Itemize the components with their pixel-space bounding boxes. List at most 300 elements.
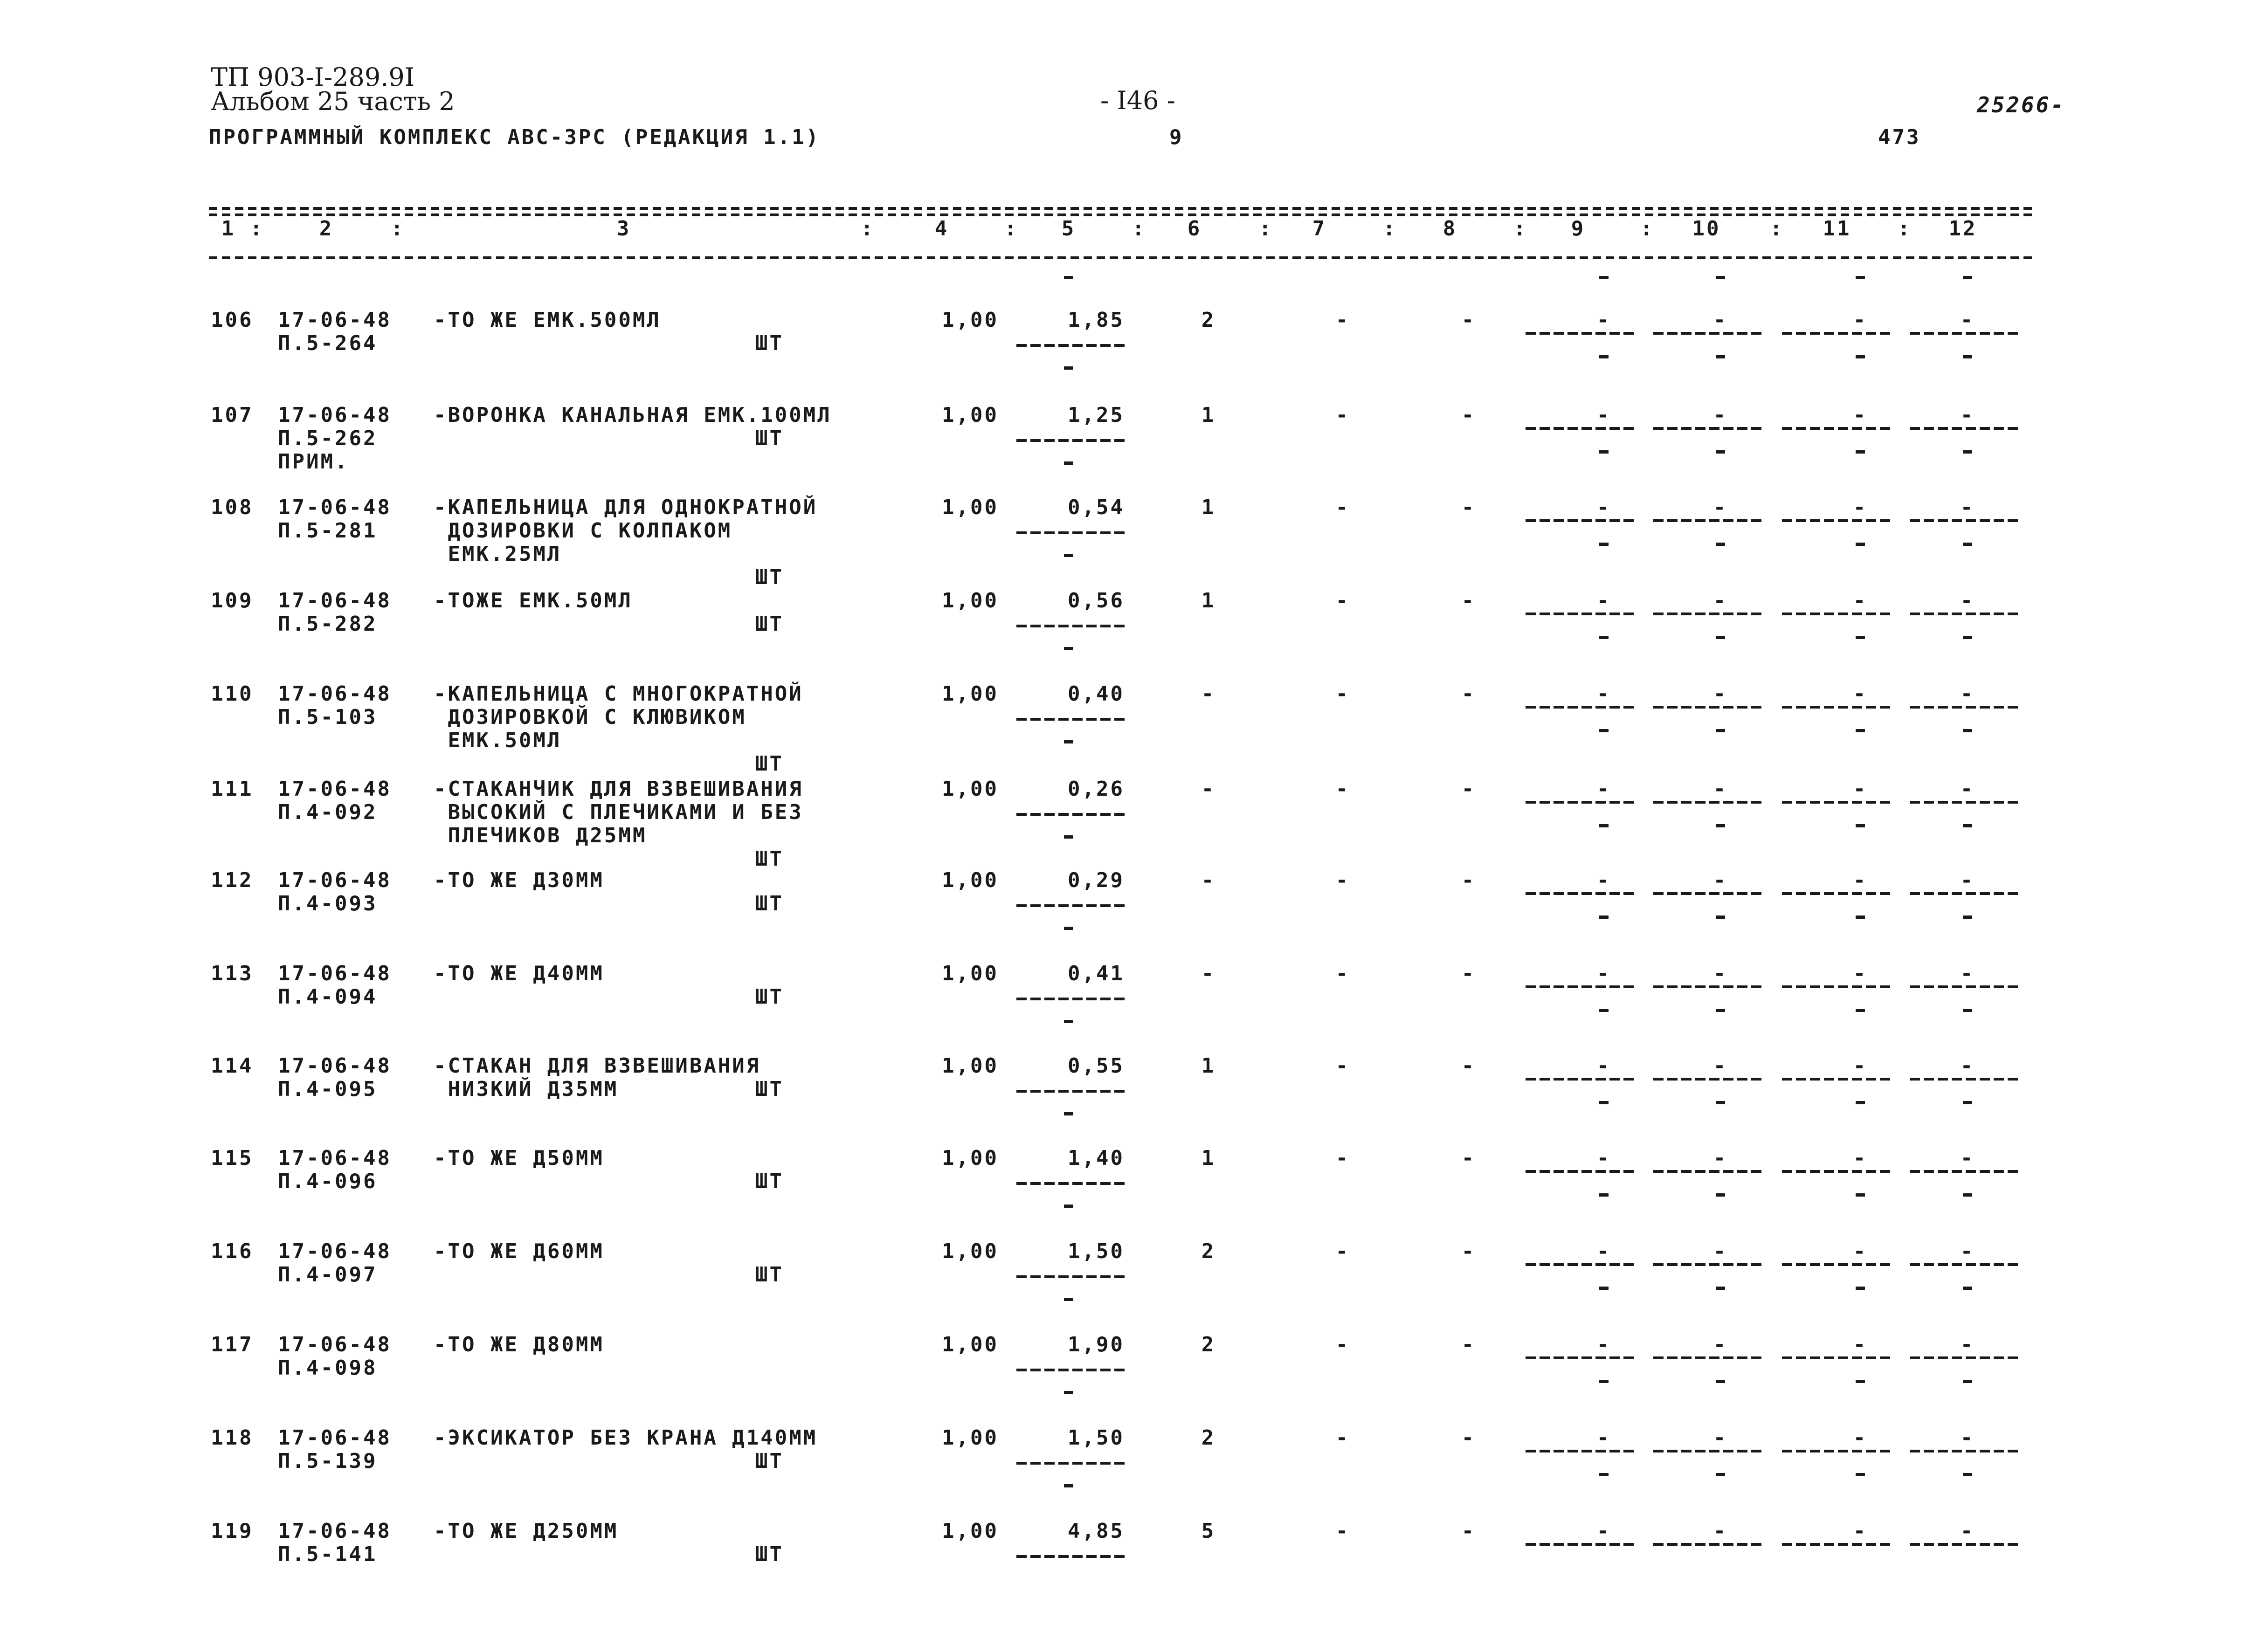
placeholder-mark <box>1856 1380 1865 1383</box>
placeholder-mark <box>1716 1380 1725 1383</box>
norm-value: 0,56 <box>1068 589 1125 613</box>
placeholder-value: - <box>1960 682 1975 706</box>
placeholder-value: - <box>1596 1239 1611 1263</box>
dash-rule <box>1653 1356 1764 1359</box>
norm-code: 17-06-48 <box>278 1239 392 1263</box>
dash-rule <box>1782 1356 1893 1359</box>
norm-ref: П.5-264 <box>278 331 378 355</box>
norm-value: 0,41 <box>1068 962 1125 985</box>
placeholder-value: - <box>1713 1239 1728 1263</box>
quantity: 1,00 <box>942 1054 999 1078</box>
placeholder-mark <box>1963 1287 1972 1290</box>
placeholder-value: - <box>1713 1146 1728 1170</box>
row-number: 113 <box>211 962 254 985</box>
placeholder-value: - <box>1960 1146 1975 1170</box>
norm-value: 1,50 <box>1068 1239 1125 1263</box>
column-7-value: - <box>1335 1054 1350 1078</box>
dash-underline <box>1016 1275 1127 1278</box>
dash-rule <box>1910 1078 2021 1081</box>
row-number: 117 <box>211 1333 254 1356</box>
dash-rule <box>1910 1356 2021 1359</box>
dash-underline <box>1016 1462 1127 1465</box>
column-7-value: - <box>1335 496 1350 519</box>
item-name-line: -ТО ЖЕ Д50ММ <box>434 1146 604 1170</box>
quantity: 1,00 <box>942 403 999 427</box>
placeholder-mark <box>1963 729 1972 732</box>
placeholder-mark <box>1599 1101 1609 1104</box>
placeholder-value: - <box>1713 868 1728 892</box>
norm-ref: П.5-103 <box>278 705 378 729</box>
column-8-value: - <box>1461 1333 1476 1356</box>
norm-ref: П.5-262 <box>278 427 378 450</box>
column-6-value: 1 <box>1201 589 1216 613</box>
dash-rule <box>1653 706 1764 709</box>
dash-rule <box>1653 1450 1764 1452</box>
column-7-value: - <box>1335 682 1350 706</box>
placeholder-mark <box>1963 1009 1972 1012</box>
placeholder-mark <box>1064 835 1073 839</box>
placeholder-mark <box>1599 1287 1609 1290</box>
norm-note: ПРИМ. <box>278 450 349 474</box>
norm-code: 17-06-48 <box>278 496 392 519</box>
column-6-value: 2 <box>1201 1426 1216 1450</box>
row-number: 108 <box>211 496 254 519</box>
placeholder-value: - <box>1853 589 1868 613</box>
quantity: 1,00 <box>942 589 999 613</box>
dash-rule <box>1526 427 1637 430</box>
dash-underline <box>1016 1090 1127 1093</box>
placeholder-value: - <box>1596 1333 1611 1356</box>
placeholder-value: - <box>1960 777 1975 801</box>
column-8-value: - <box>1461 868 1476 892</box>
unit-label: ШТ <box>755 1170 784 1193</box>
dash-underline <box>1016 904 1127 907</box>
column-separator: : <box>250 217 264 241</box>
placeholder-value: - <box>1853 682 1868 706</box>
dash-rule <box>1526 1170 1637 1173</box>
dash-rule <box>1910 427 2021 430</box>
placeholder-value: - <box>1713 1333 1728 1356</box>
item-name-line: -КАПЕЛЬНИЦА ДЛЯ ОДНОКРАТНОЙ <box>434 496 818 519</box>
placeholder-mark <box>1716 355 1725 358</box>
unit-label: ШТ <box>755 565 784 589</box>
unit-label: ШТ <box>755 1542 784 1566</box>
norm-code: 17-06-48 <box>278 1146 392 1170</box>
quantity: 1,00 <box>942 1239 999 1263</box>
dash-rule <box>1782 519 1893 522</box>
dash-underline <box>1016 813 1127 816</box>
unit-label: ШТ <box>755 892 784 915</box>
item-name-line: -КАПЕЛЬНИЦА С МНОГОКРАТНОЙ <box>434 682 803 706</box>
column-7-value: - <box>1335 1426 1350 1450</box>
placeholder-mark <box>1716 1009 1725 1012</box>
dash-underline <box>1016 998 1127 1000</box>
placeholder-value: - <box>1596 1519 1611 1543</box>
placeholder-mark <box>1856 915 1865 919</box>
column-7-value: - <box>1335 308 1350 332</box>
dash-rule <box>1526 519 1637 522</box>
placeholder-value: - <box>1960 496 1975 519</box>
placeholder-value: - <box>1960 1426 1975 1450</box>
item-name-line: НИЗКИЙ Д35ММ <box>434 1077 619 1101</box>
placeholder-value: - <box>1713 1426 1728 1450</box>
placeholder-value: - <box>1596 403 1611 427</box>
column-7-value: - <box>1335 1519 1350 1543</box>
norm-ref: П.4-095 <box>278 1077 378 1101</box>
dash-rule <box>1653 985 1764 988</box>
norm-value: 0,40 <box>1068 682 1125 706</box>
placeholder-mark <box>1599 355 1609 358</box>
placeholder-value: - <box>1853 868 1868 892</box>
column-6-value: 1 <box>1201 403 1216 427</box>
dash-underline <box>1016 1182 1127 1185</box>
dash-underline <box>1016 531 1127 534</box>
placeholder-value: - <box>1713 1054 1728 1078</box>
norm-code: 17-06-48 <box>278 777 392 801</box>
placeholder-mark <box>1963 276 1972 279</box>
norm-value: 1,50 <box>1068 1426 1125 1450</box>
placeholder-mark <box>1963 1193 1972 1197</box>
placeholder-value: - <box>1713 682 1728 706</box>
placeholder-mark <box>1064 276 1073 279</box>
column-number: 1 <box>221 217 236 241</box>
placeholder-mark <box>1599 1193 1609 1197</box>
item-name-line: -ТОЖЕ ЕМК.50МЛ <box>434 589 633 613</box>
dash-rule <box>1910 1263 2021 1266</box>
norm-code: 17-06-48 <box>278 682 392 706</box>
quantity: 1,00 <box>942 1333 999 1356</box>
norm-value: 1,90 <box>1068 1333 1125 1356</box>
placeholder-mark <box>1599 824 1609 827</box>
dash-rule <box>1782 801 1893 804</box>
norm-code: 17-06-48 <box>278 1426 392 1450</box>
page-number: - I46 - <box>1100 86 1175 115</box>
placeholder-mark <box>1856 1287 1865 1290</box>
placeholder-value: - <box>1713 962 1728 985</box>
placeholder-mark <box>1064 1484 1073 1487</box>
norm-value: 1,85 <box>1068 308 1125 332</box>
quantity: 1,00 <box>942 1426 999 1450</box>
placeholder-mark <box>1856 450 1865 454</box>
sheet-number: 9 <box>1169 125 1184 149</box>
column-number: 2 <box>319 217 334 241</box>
dash-rule <box>1910 985 2021 988</box>
column-6-value: 2 <box>1201 1333 1216 1356</box>
row-number: 116 <box>211 1239 254 1263</box>
placeholder-mark <box>1716 276 1725 279</box>
placeholder-value: - <box>1960 1333 1975 1356</box>
item-name-line: ДОЗИРОВКИ С КОЛПАКОМ <box>434 519 732 543</box>
placeholder-value: - <box>1960 403 1975 427</box>
column-number: 11 <box>1823 217 1851 241</box>
column-8-value: - <box>1461 403 1476 427</box>
dash-rule <box>1653 427 1764 430</box>
placeholder-mark <box>1856 1101 1865 1104</box>
dash-rule <box>1910 892 2021 895</box>
column-number: 9 <box>1571 217 1586 241</box>
item-name-line: -ТО ЖЕ Д30ММ <box>434 868 604 892</box>
dash-rule <box>1653 801 1764 804</box>
placeholder-mark <box>1064 647 1073 650</box>
unit-label: ШТ <box>755 612 784 636</box>
item-name-line: -ТО ЖЕ Д80ММ <box>434 1333 604 1356</box>
placeholder-mark <box>1963 355 1972 358</box>
placeholder-mark <box>1064 1020 1073 1023</box>
dash-underline <box>1016 344 1127 347</box>
placeholder-value: - <box>1853 1146 1868 1170</box>
placeholder-value: - <box>1960 962 1975 985</box>
norm-value: 0,29 <box>1068 868 1125 892</box>
placeholder-mark <box>1716 915 1725 919</box>
placeholder-mark <box>1716 636 1725 639</box>
placeholder-value: - <box>1596 1054 1611 1078</box>
column-separator: : <box>861 217 875 241</box>
item-name-line: -ВОРОНКА КАНАЛЬНАЯ ЕМК.100МЛ <box>434 403 832 427</box>
column-6-value: 5 <box>1201 1519 1216 1543</box>
dash-rule <box>1782 1263 1893 1266</box>
column-separator: : <box>1259 217 1273 241</box>
placeholder-mark <box>1716 729 1725 732</box>
norm-value: 0,55 <box>1068 1054 1125 1078</box>
placeholder-mark <box>1064 554 1073 557</box>
placeholder-mark <box>1963 636 1972 639</box>
column-separator: : <box>1132 217 1146 241</box>
placeholder-value: - <box>1853 496 1868 519</box>
dash-rule <box>1526 706 1637 709</box>
placeholder-mark <box>1599 915 1609 919</box>
norm-ref: П.4-097 <box>278 1263 378 1287</box>
placeholder-value: - <box>1713 589 1728 613</box>
norm-code: 17-06-48 <box>278 962 392 985</box>
placeholder-mark <box>1963 543 1972 546</box>
unit-label: ШТ <box>755 427 784 450</box>
item-name-line: ЕМК.25МЛ <box>434 542 562 566</box>
column-separator: : <box>1513 217 1528 241</box>
quantity: 1,00 <box>942 962 999 985</box>
quantity: 1,00 <box>942 682 999 706</box>
dash-underline <box>1016 625 1127 627</box>
dash-rule <box>1910 706 2021 709</box>
dash-rule <box>1782 1543 1893 1546</box>
placeholder-mark <box>1856 636 1865 639</box>
norm-code: 17-06-48 <box>278 868 392 892</box>
dash-rule <box>1910 1543 2021 1546</box>
placeholder-value: - <box>1596 589 1611 613</box>
sheet-total: 473 <box>1878 125 1921 149</box>
column-7-value: - <box>1335 777 1350 801</box>
placeholder-mark <box>1599 450 1609 454</box>
dash-rule <box>1526 1078 1637 1081</box>
program-title: ПРОГРАММНЫЙ КОМПЛЕКС АВС-3РС (РЕДАКЦИЯ 1.1) <box>209 125 821 149</box>
column-number: 8 <box>1443 217 1457 241</box>
column-number: 3 <box>616 217 631 241</box>
placeholder-value: - <box>1960 308 1975 332</box>
norm-ref: П.4-092 <box>278 800 378 824</box>
quantity: 1,00 <box>942 1146 999 1170</box>
dash-rule <box>1526 1450 1637 1452</box>
dash-rule <box>1653 1078 1764 1081</box>
quantity: 1,00 <box>942 308 999 332</box>
placeholder-mark <box>1599 1380 1609 1383</box>
dash-underline <box>1016 1555 1127 1558</box>
placeholder-value: - <box>1960 1519 1975 1543</box>
column-8-value: - <box>1461 589 1476 613</box>
placeholder-mark <box>1856 543 1865 546</box>
placeholder-value: - <box>1713 403 1728 427</box>
album-info: Альбом 25 часть 2 <box>211 87 455 116</box>
norm-value: 4,85 <box>1068 1519 1125 1543</box>
column-6-value: 1 <box>1201 496 1216 519</box>
placeholder-mark <box>1064 1112 1073 1115</box>
row-number: 106 <box>211 308 254 332</box>
placeholder-value: - <box>1596 308 1611 332</box>
column-7-value: - <box>1335 868 1350 892</box>
placeholder-value: - <box>1960 868 1975 892</box>
placeholder-value: - <box>1853 1333 1868 1356</box>
placeholder-value: - <box>1853 1239 1868 1263</box>
placeholder-mark <box>1856 1473 1865 1476</box>
norm-ref: П.4-096 <box>278 1170 378 1193</box>
row-number: 107 <box>211 403 254 427</box>
placeholder-value: - <box>1713 1519 1728 1543</box>
dash-rule <box>1782 985 1893 988</box>
norm-value: 1,40 <box>1068 1146 1125 1170</box>
dash-rule <box>1910 332 2021 335</box>
placeholder-mark <box>1716 1193 1725 1197</box>
dash-rule <box>1653 613 1764 615</box>
placeholder-value: - <box>1853 403 1868 427</box>
column-6-value: - <box>1201 962 1216 985</box>
norm-ref: П.4-094 <box>278 985 378 1009</box>
dash-rule <box>1910 1450 2021 1452</box>
dash-rule <box>1782 1450 1893 1452</box>
norm-ref: П.5-282 <box>278 612 378 636</box>
placeholder-mark <box>1599 1473 1609 1476</box>
column-7-value: - <box>1335 1239 1350 1263</box>
dash-rule <box>1653 332 1764 335</box>
dash-rule <box>1910 1170 2021 1173</box>
placeholder-mark <box>1963 1473 1972 1476</box>
dash-rule <box>1910 801 2021 804</box>
dash-underline <box>1016 1369 1127 1371</box>
column-8-value: - <box>1461 682 1476 706</box>
placeholder-value: - <box>1713 496 1728 519</box>
norm-ref: П.5-139 <box>278 1449 378 1473</box>
column-number: 6 <box>1187 217 1202 241</box>
placeholder-mark <box>1599 276 1609 279</box>
dash-underline <box>1016 439 1127 442</box>
quantity: 1,00 <box>942 777 999 801</box>
placeholder-value: - <box>1853 1054 1868 1078</box>
item-name-line: ПЛЕЧИКОВ Д25ММ <box>434 824 647 847</box>
placeholder-value: - <box>1960 1054 1975 1078</box>
norm-code: 17-06-48 <box>278 1333 392 1356</box>
placeholder-mark <box>1716 543 1725 546</box>
row-number: 110 <box>211 682 254 706</box>
placeholder-mark <box>1716 450 1725 454</box>
row-number: 118 <box>211 1426 254 1450</box>
column-7-value: - <box>1335 1146 1350 1170</box>
dash-rule <box>1782 613 1893 615</box>
tp-code: ТП 903-I-289.9I <box>211 62 415 92</box>
placeholder-mark <box>1856 355 1865 358</box>
item-name-line: -ЭКСИКАТОР БЕЗ КРАНА Д140ММ <box>434 1426 818 1450</box>
placeholder-mark <box>1599 1009 1609 1012</box>
column-separator: : <box>1898 217 1912 241</box>
column-6-value: - <box>1201 682 1216 706</box>
norm-ref: П.5-141 <box>278 1542 378 1566</box>
row-number: 112 <box>211 868 254 892</box>
placeholder-value: - <box>1596 1426 1611 1450</box>
placeholder-mark <box>1856 276 1865 279</box>
placeholder-mark <box>1599 543 1609 546</box>
item-name-line: ЕМК.50МЛ <box>434 729 562 752</box>
row-number: 119 <box>211 1519 254 1543</box>
column-6-value: 2 <box>1201 1239 1216 1263</box>
placeholder-mark <box>1963 915 1972 919</box>
dash-rule <box>1782 892 1893 895</box>
placeholder-mark <box>1064 461 1073 465</box>
unit-label: ШТ <box>755 331 784 355</box>
column-number: 5 <box>1061 217 1076 241</box>
placeholder-mark <box>1963 824 1972 827</box>
dash-rule <box>1653 1263 1764 1266</box>
placeholder-mark <box>1064 366 1073 370</box>
column-8-value: - <box>1461 308 1476 332</box>
placeholder-mark <box>1064 1391 1073 1394</box>
placeholder-value: - <box>1853 962 1868 985</box>
column-7-value: - <box>1335 589 1350 613</box>
dash-rule <box>1526 985 1637 988</box>
placeholder-value: - <box>1596 777 1611 801</box>
column-7-value: - <box>1335 403 1350 427</box>
dash-rule <box>1782 1170 1893 1173</box>
placeholder-mark <box>1856 1193 1865 1197</box>
column-separator: : <box>391 217 405 241</box>
row-number: 114 <box>211 1054 254 1078</box>
dash-rule <box>1526 1356 1637 1359</box>
placeholder-mark <box>1716 1473 1725 1476</box>
placeholder-value: - <box>1596 1146 1611 1170</box>
placeholder-value: - <box>1853 1519 1868 1543</box>
table-rule-header <box>209 256 2037 259</box>
table-rule-top-2 <box>209 213 2037 216</box>
dash-rule <box>1653 1543 1764 1546</box>
norm-code: 17-06-48 <box>278 403 392 427</box>
dash-rule <box>1653 892 1764 895</box>
column-6-value: 1 <box>1201 1054 1216 1078</box>
placeholder-mark <box>1856 729 1865 732</box>
column-7-value: - <box>1335 1333 1350 1356</box>
column-8-value: - <box>1461 496 1476 519</box>
column-8-value: - <box>1461 1426 1476 1450</box>
placeholder-mark <box>1856 824 1865 827</box>
column-number: 7 <box>1312 217 1327 241</box>
placeholder-value: - <box>1596 868 1611 892</box>
column-6-value: - <box>1201 868 1216 892</box>
dash-rule <box>1653 519 1764 522</box>
column-6-value: 1 <box>1201 1146 1216 1170</box>
item-name-line: -СТАКАНЧИК ДЛЯ ВЗВЕШИВАНИЯ <box>434 777 803 801</box>
dash-underline <box>1016 718 1127 721</box>
quantity: 1,00 <box>942 868 999 892</box>
column-8-value: - <box>1461 1146 1476 1170</box>
column-separator: : <box>1383 217 1397 241</box>
dash-rule <box>1526 892 1637 895</box>
item-name-line: -ТО ЖЕ Д40ММ <box>434 962 604 985</box>
norm-ref: П.4-093 <box>278 892 378 915</box>
dash-rule <box>1910 613 2021 615</box>
